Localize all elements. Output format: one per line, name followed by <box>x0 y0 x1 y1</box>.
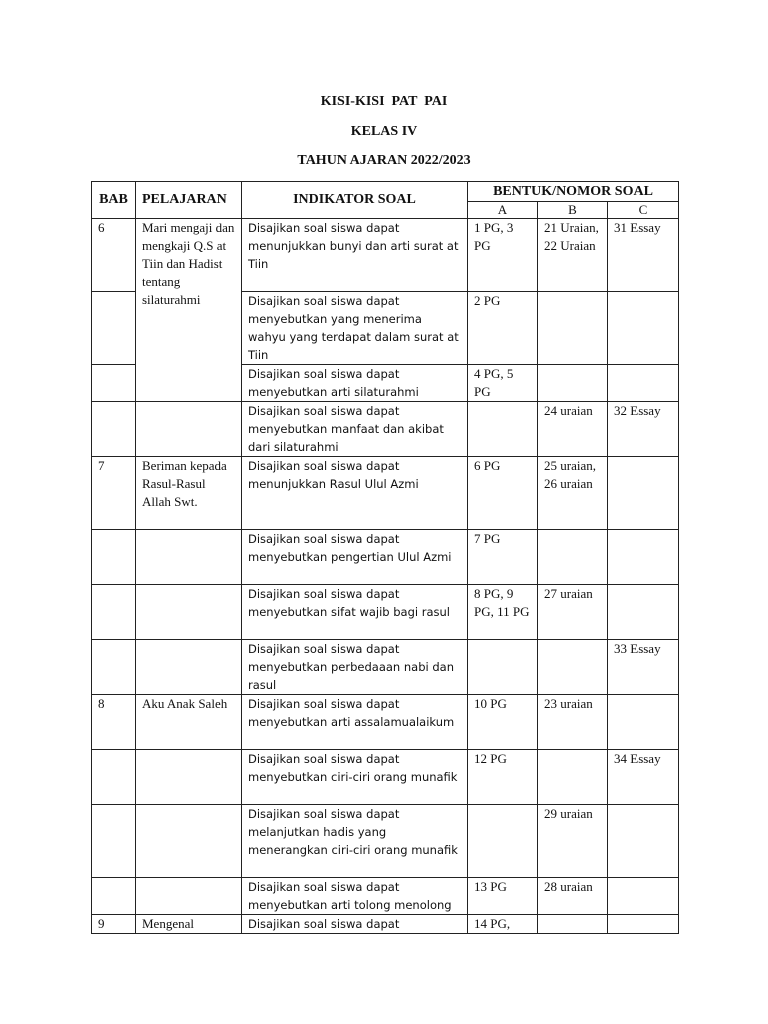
indikator-cell: Disajikan soal siswa dapat menyebutkan arti tolong menolong <box>242 878 468 915</box>
col-c-cell <box>608 585 679 640</box>
col-c-cell: 31 Essay <box>608 219 679 292</box>
header-bab: BAB <box>92 182 136 219</box>
table-row <box>92 457 679 530</box>
col-a-cell: 6 PG <box>468 457 538 530</box>
table-row <box>92 915 679 934</box>
table-row <box>92 585 679 640</box>
indikator-cell: Disajikan soal siswa dapat menyebutkan perbedaaan nabi dan rasul <box>242 640 468 695</box>
col-b-cell: 25 uraian, 26 uraian <box>538 457 608 530</box>
indikator-cell: Disajikan soal siswa dapat <box>242 915 468 934</box>
indikator-cell: Disajikan soal siswa dapat menunjukkan bunyi dan arti surat at Tiin <box>242 219 468 292</box>
col-a-cell <box>468 402 538 457</box>
pelajaran-cell <box>136 878 242 915</box>
col-a-cell: 2 PG <box>468 292 538 365</box>
col-a-cell: 7 PG <box>468 530 538 585</box>
indikator-cell: Disajikan soal siswa dapat menyebutkan arti assalamualaikum <box>242 695 468 750</box>
col-c-cell <box>608 530 679 585</box>
table-row <box>92 402 679 457</box>
col-c-cell <box>608 695 679 750</box>
table-row <box>92 530 679 585</box>
col-a-cell <box>468 640 538 695</box>
pelajaran-cell <box>136 585 242 640</box>
pelajaran-cell: Aku Anak Saleh <box>136 695 242 750</box>
header-indikator-soal: INDIKATOR SOAL <box>242 182 468 219</box>
pelajaran-cell <box>136 805 242 878</box>
bab-cell: 6 <box>92 219 136 292</box>
pelajaran-cell: Mari mengaji dan mengkaji Q.S at Tiin dan Hadist tentang silaturahmi <box>136 219 242 402</box>
col-a-cell: 4 PG, 5 PG <box>468 365 538 402</box>
pelajaran-cell: Beriman kepada Rasul-Rasul Allah Swt. <box>136 457 242 530</box>
col-b-cell <box>538 915 608 934</box>
indikator-cell: Disajikan soal siswa dapat menyebutkan arti silaturahmi <box>242 365 468 402</box>
col-a-cell: 10 PG <box>468 695 538 750</box>
bab-cell <box>92 805 136 878</box>
bab-cell: 8 <box>92 695 136 750</box>
indikator-cell: Disajikan soal siswa dapat menunjukkan Rasul Ulul Azmi <box>242 457 468 530</box>
bab-cell <box>92 292 136 365</box>
bab-cell <box>92 750 136 805</box>
header-bentuk-nomor-soal: BENTUK/NOMOR SOAL <box>468 182 679 202</box>
bab-cell <box>92 402 136 457</box>
table-row <box>92 878 679 915</box>
col-c-cell <box>608 805 679 878</box>
academic-year-heading: TAHUN AJARAN 2022/2023 <box>297 153 471 168</box>
col-c-cell <box>608 878 679 915</box>
col-b-cell: 21 Uraian, 22 Uraian <box>538 219 608 292</box>
col-c-cell: 32 Essay <box>608 402 679 457</box>
indikator-cell: Disajikan soal siswa dapat menyebutkan yang menerima wahyu yang terdapat dalam surat at Tiin <box>242 292 468 365</box>
col-a-cell: 14 PG, <box>468 915 538 934</box>
bab-cell <box>92 365 136 402</box>
header-col-b: B <box>538 202 608 219</box>
col-b-cell: 28 uraian <box>538 878 608 915</box>
header-col-c: C <box>608 202 679 219</box>
bab-cell <box>92 585 136 640</box>
indikator-cell: Disajikan soal siswa dapat menyebutkan manfaat dan akibat dari silaturahmi <box>242 402 468 457</box>
col-a-cell <box>468 805 538 878</box>
col-a-cell: 1 PG, 3 PG <box>468 219 538 292</box>
pelajaran-cell <box>136 750 242 805</box>
bab-cell: 7 <box>92 457 136 530</box>
col-b-cell <box>538 365 608 402</box>
col-c-cell <box>608 457 679 530</box>
bab-cell <box>92 530 136 585</box>
col-c-cell <box>608 915 679 934</box>
col-b-cell: 29 uraian <box>538 805 608 878</box>
col-c-cell: 33 Essay <box>608 640 679 695</box>
indikator-cell: Disajikan soal siswa dapat menyebutkan sifat wajib bagi rasul <box>242 585 468 640</box>
class-heading: KELAS IV <box>350 124 418 139</box>
table-row <box>92 805 679 878</box>
bab-cell <box>92 878 136 915</box>
table-row <box>92 219 679 292</box>
col-b-cell <box>538 750 608 805</box>
col-c-cell: 34 Essay <box>608 750 679 805</box>
table-row <box>92 695 679 750</box>
indikator-cell: Disajikan soal siswa dapat menyebutkan pengertian Ulul Azmi <box>242 530 468 585</box>
col-c-cell <box>608 292 679 365</box>
col-a-cell: 8 PG, 9 PG, 11 PG <box>468 585 538 640</box>
indikator-cell: Disajikan soal siswa dapat melanjutkan hadis yang menerangkan ciri-ciri orang munafik <box>242 805 468 878</box>
document-title: KISI-KISI PAT PAI <box>320 94 448 109</box>
bab-cell <box>92 640 136 695</box>
col-b-cell <box>538 530 608 585</box>
kisi-kisi-table <box>91 181 679 934</box>
pelajaran-cell <box>136 402 242 457</box>
header-pelajaran: PELAJARAN <box>136 182 242 219</box>
col-b-cell <box>538 292 608 365</box>
pelajaran-cell: Mengenal <box>136 915 242 934</box>
col-b-cell: 23 uraian <box>538 695 608 750</box>
col-c-cell <box>608 365 679 402</box>
col-b-cell: 27 uraian <box>538 585 608 640</box>
bab-cell: 9 <box>92 915 136 934</box>
pelajaran-cell <box>136 640 242 695</box>
table-row <box>92 640 679 695</box>
table-row <box>92 750 679 805</box>
col-b-cell <box>538 640 608 695</box>
header-col-a: A <box>468 202 538 219</box>
col-b-cell: 24 uraian <box>538 402 608 457</box>
pelajaran-cell <box>136 530 242 585</box>
col-a-cell: 12 PG <box>468 750 538 805</box>
col-a-cell: 13 PG <box>468 878 538 915</box>
indikator-cell: Disajikan soal siswa dapat menyebutkan ciri-ciri orang munafik <box>242 750 468 805</box>
